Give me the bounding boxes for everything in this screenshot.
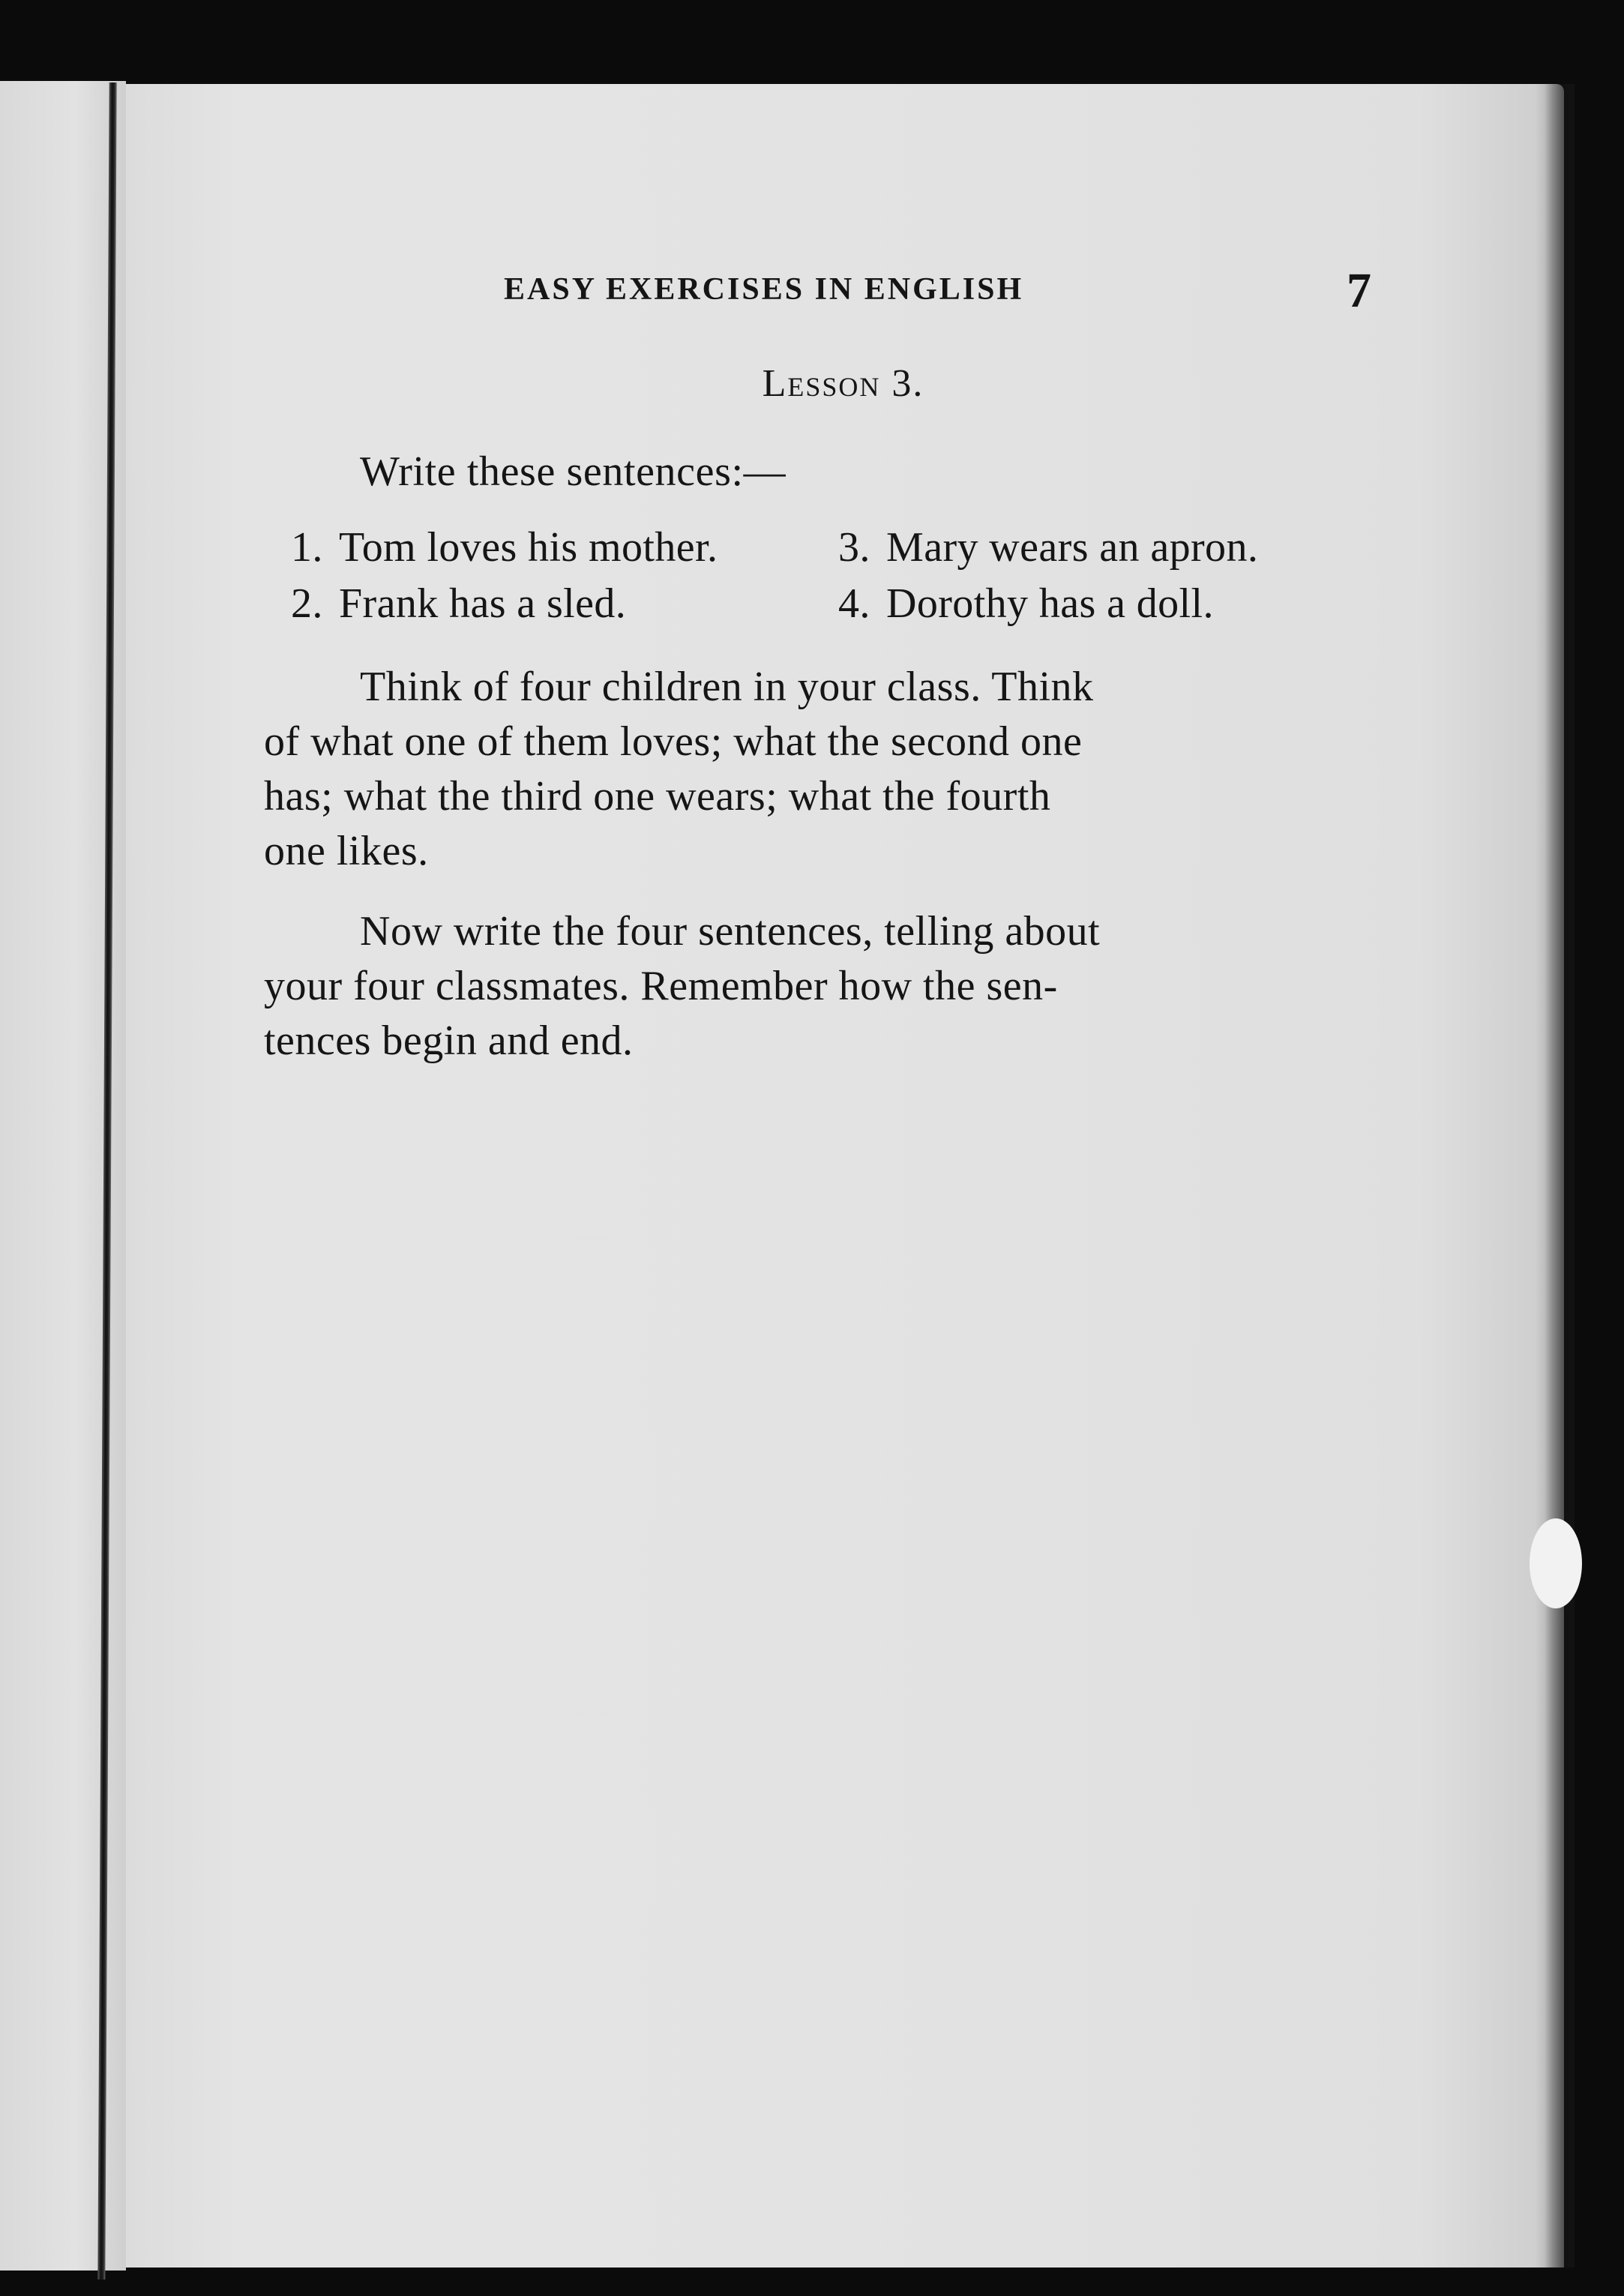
sentence-number: 3.: [838, 524, 870, 571]
sentence-number: 2.: [291, 580, 323, 627]
sentence-item: [838, 577, 1393, 631]
sentence-text: Frank has a sled.: [339, 580, 627, 627]
sentence-text: Mary wears an apron.: [886, 524, 1259, 571]
sentence-item: [291, 577, 838, 631]
lesson-heading: Lesson 3.: [762, 362, 924, 405]
sentence-text: Tom loves his mother.: [339, 524, 718, 571]
sentence-item: [838, 520, 1393, 575]
paragraph-line: your four classmates. Remember how the sen-: [264, 963, 1058, 1009]
paragraph-line: of what one of them loves; what the second one: [264, 718, 1083, 765]
paragraph-1: [264, 660, 1370, 879]
sentence-number: 1.: [291, 524, 323, 571]
page-content: [264, 262, 1370, 1069]
paragraph-2: [264, 904, 1370, 1069]
paragraph-line: one likes.: [264, 828, 429, 874]
sentence-item: [291, 520, 838, 575]
paragraph-spacer: [264, 879, 1370, 904]
paper-damage-mark: [1530, 1518, 1582, 1608]
page-edge-shadow: [1545, 84, 1575, 2268]
sentence-number: 4.: [838, 580, 870, 627]
running-header: [264, 262, 1371, 318]
example-sentences: [291, 520, 1370, 631]
paragraph-line: has; what the third one wears; what the fourth: [264, 773, 1051, 820]
page-number: 7: [1347, 263, 1371, 318]
running-title: EASY EXERCISES IN ENGLISH: [504, 272, 1024, 307]
sentence-text: Dorothy has a doll.: [886, 580, 1214, 627]
paragraph-line: Think of four children in your class. Think: [360, 664, 1094, 710]
paragraph-line: tences begin and end.: [264, 1018, 634, 1064]
instruction-text: Write these sentences:—: [360, 448, 787, 495]
paragraph-line: Now write the four sentences, telling about: [360, 908, 1101, 955]
